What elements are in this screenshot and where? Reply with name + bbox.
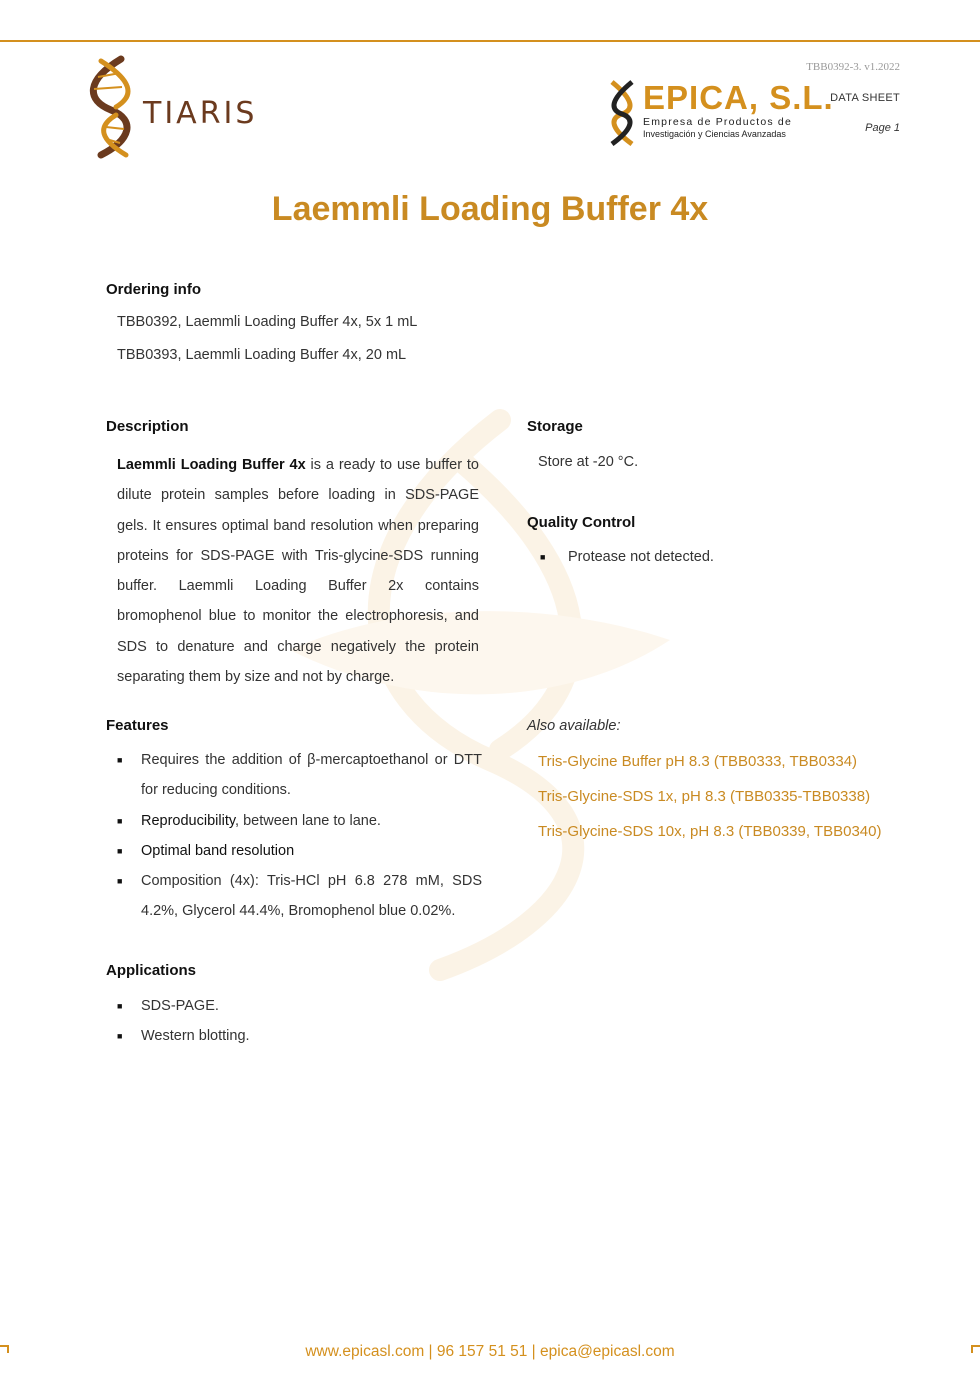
- feature-item: , between lane to lane.: [235, 813, 381, 829]
- bullet-icon: ■: [117, 1031, 123, 1041]
- storage-text: Store at -20 °C.: [538, 454, 639, 470]
- quality-heading: Quality Control: [527, 514, 636, 531]
- bullet-icon: ■: [117, 1001, 123, 1011]
- bullet-icon: ■: [117, 846, 123, 856]
- storage-heading: Storage: [527, 418, 583, 435]
- description-paragraph: [117, 450, 479, 692]
- feature-item-bold: Reproducibility: [141, 813, 236, 829]
- also-item: Tris-Glycine Buffer pH 8.3 (TBB0333, TBB0334): [538, 753, 858, 770]
- also-item: Tris-Glycine-SDS 1x, pH 8.3 (TBB0335-TBB0338): [538, 788, 871, 805]
- ordering-heading: Ordering info: [106, 281, 201, 298]
- bullet-icon: ■: [117, 816, 123, 826]
- features-heading: Features: [106, 717, 169, 734]
- applications-heading: Applications: [106, 962, 197, 979]
- list-item: [117, 746, 482, 806]
- list-item: [117, 837, 482, 867]
- page-number: Page 1: [865, 122, 900, 134]
- epica-dna-icon: [604, 80, 640, 146]
- application-item: SDS-PAGE.: [141, 998, 219, 1014]
- also-item: Tris-Glycine-SDS 10x, pH 8.3 (TBB0339, TBB0340): [538, 823, 882, 840]
- description-heading: Description: [106, 418, 189, 435]
- ordering-item: TBB0392, Laemmli Loading Buffer 4x, 5x 1 mL: [117, 314, 418, 330]
- footer-contact: www.epicasl.com | 96 157 51 51 | epica@epicasl.com: [305, 1343, 675, 1360]
- also-heading: Also available:: [527, 718, 621, 734]
- list-item: [117, 867, 482, 927]
- feature-item: Optimal band resolution: [141, 843, 295, 859]
- ordering-item: TBB0393, Laemmli Loading Buffer 4x, 20 mL: [117, 347, 407, 363]
- application-item: Western blotting.: [141, 1028, 250, 1044]
- list-item: [117, 992, 417, 1022]
- bullet-icon: ■: [540, 552, 546, 562]
- list-item: [540, 543, 880, 573]
- document-type: DATA SHEET: [830, 92, 900, 104]
- list-item: [117, 807, 482, 837]
- top-rule: [0, 40, 980, 42]
- document-id: TBB0392-3. v1.2022: [806, 61, 900, 73]
- epica-logo-line2: Investigación y Ciencias Avanzadas: [643, 129, 786, 139]
- tiaris-logo-text: TIARIS: [143, 96, 258, 131]
- bullet-icon: ■: [117, 876, 123, 886]
- epica-logo-line1: Empresa de Productos de: [643, 116, 793, 128]
- page-title: Laemmli Loading Buffer 4x: [271, 190, 709, 228]
- description-text: is a ready to use buffer to dilute protein samples before loading in SDS-PAGE gels. It ensures optimal band resolution when preparing proteins for SDS-PAGE with Tris-glycine-SDS running buffer. Laemmli Loading Buffer 2x contains bromophenol blue to monitor the electrophoresis, and SDS to denature and charge negatively the protein separating them by size and not by charge.: [117, 457, 479, 686]
- feature-item: Composition (4x): Tris-HCl pH 6.8 278 mM, SDS 4.2%, Glycerol 44.4%, Bromophenol blue 0.02%.: [141, 873, 482, 919]
- bullet-icon: ■: [117, 755, 123, 765]
- feature-item: Requires the addition of β-mercaptoethanol or DTT for reducing conditions.: [141, 752, 482, 798]
- quality-item: Protease not detected.: [568, 549, 714, 565]
- list-item: [117, 1022, 417, 1052]
- description-lead: Laemmli Loading Buffer 4x: [117, 457, 306, 473]
- epica-logo-name: EPICA, S.L.: [643, 79, 834, 116]
